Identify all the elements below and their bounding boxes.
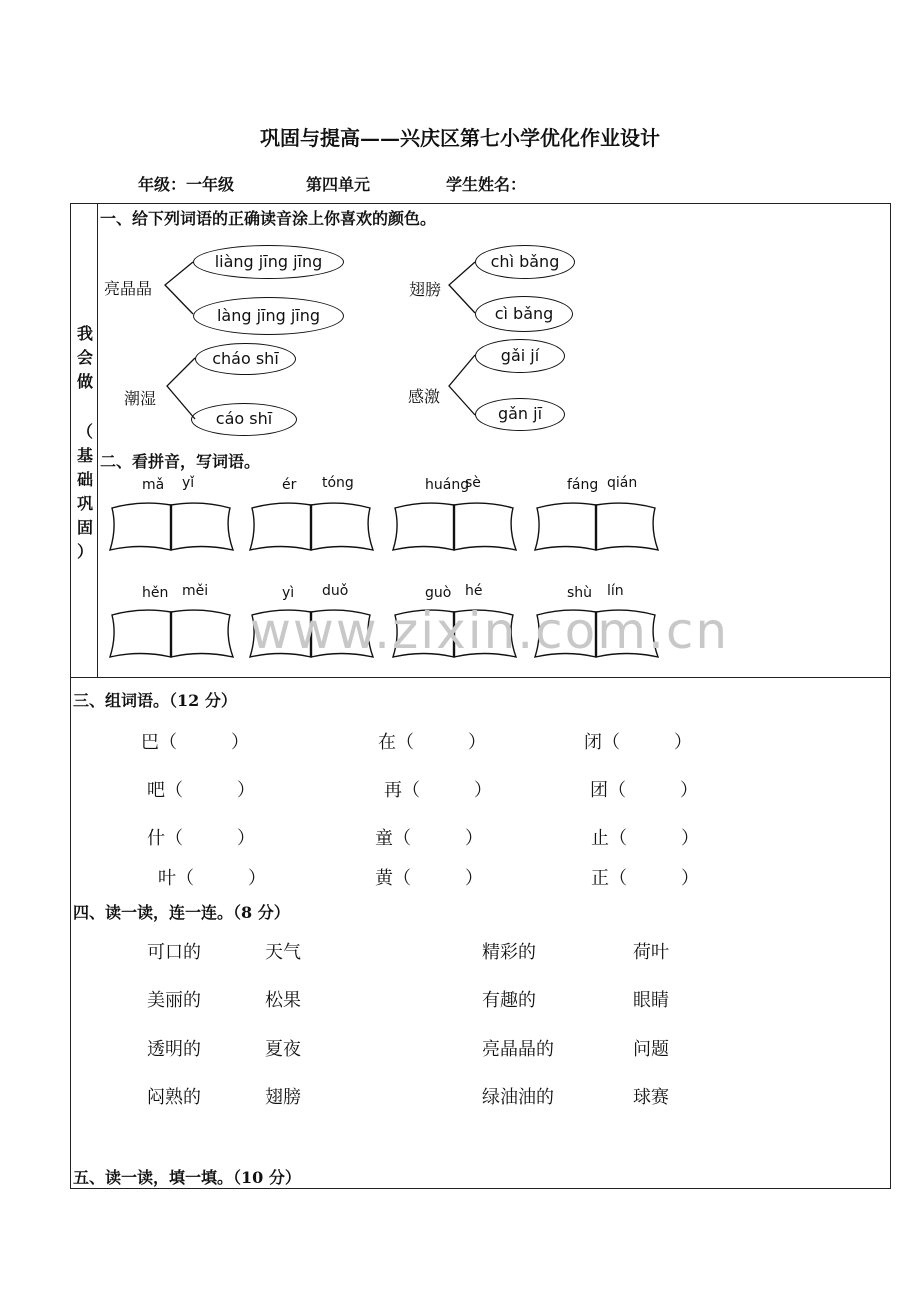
section5-heading: 五、读一读，填一填。（10 分） — [73, 1168, 301, 1187]
pinyin-syllable: shù — [567, 585, 593, 601]
matching-word[interactable]: 有趣的 — [482, 990, 536, 1011]
word-building-item[interactable]: 黄（ ） — [375, 868, 483, 889]
matching-word[interactable]: 可口的 — [147, 942, 201, 963]
pinyin-syllable: yì — [282, 585, 295, 601]
pinyin-syllable: yǐ — [182, 475, 195, 491]
side-char: 做 — [76, 372, 93, 391]
writing-box[interactable] — [533, 500, 663, 556]
writing-box[interactable] — [108, 500, 238, 556]
pinyin-option[interactable]: chì bǎng — [475, 245, 575, 279]
word-building-item[interactable]: 团（ ） — [590, 780, 698, 801]
matching-word[interactable]: 透明的 — [147, 1039, 201, 1060]
pinyin-option[interactable]: cì bǎng — [475, 296, 573, 332]
matching-word[interactable]: 翅膀 — [265, 1087, 301, 1108]
side-char: 会 — [76, 348, 93, 367]
word-building-item[interactable]: 童（ ） — [375, 828, 483, 849]
word-ganji: 感激 — [408, 387, 441, 406]
matching-word[interactable]: 美丽的 — [147, 990, 201, 1011]
word-chaoshi: 潮湿 — [124, 389, 157, 408]
word-building-item[interactable]: 再（ ） — [384, 780, 492, 801]
pinyin-option[interactable]: cáo shī — [191, 403, 297, 436]
student-name-label: 学生姓名： — [446, 175, 527, 194]
matching-word[interactable]: 松果 — [265, 990, 301, 1011]
matching-word[interactable]: 亮晶晶的 — [482, 1039, 554, 1060]
pinyin-syllable: fáng — [567, 477, 599, 493]
side-char: 巩 — [76, 494, 93, 513]
section-divider — [70, 677, 891, 678]
word-liangjingjing: 亮晶晶 — [104, 279, 153, 298]
pinyin-syllable: guò — [425, 585, 452, 601]
page-title: 巩固与提高——兴庆区第七小学优化作业设计 — [260, 126, 660, 150]
word-building-item[interactable]: 正（ ） — [591, 868, 699, 889]
pinyin-option[interactable]: làng jīng jīng — [193, 297, 344, 335]
word-building-item[interactable]: 闭（ ） — [584, 732, 692, 753]
writing-box[interactable] — [391, 500, 521, 556]
pinyin-option[interactable]: gǎi jí — [475, 339, 565, 373]
word-chibang: 翅膀 — [409, 280, 442, 299]
word-building-item[interactable]: 吧（ ） — [147, 780, 255, 801]
writing-box[interactable] — [108, 607, 238, 663]
table-border-bottom — [70, 1188, 891, 1189]
matching-word[interactable]: 绿油油的 — [482, 1087, 554, 1108]
pinyin-syllable: tóng — [322, 475, 354, 491]
matching-word[interactable]: 眼睛 — [633, 990, 669, 1011]
pinyin-syllable: měi — [182, 583, 209, 599]
unit-label: 第四单元 — [306, 175, 371, 194]
word-building-item[interactable]: 止（ ） — [591, 828, 699, 849]
word-building-item[interactable]: 巴（ ） — [141, 732, 249, 753]
section4-heading: 四、读一读，连一连。（8 分） — [73, 903, 290, 922]
matching-word[interactable]: 球赛 — [633, 1087, 669, 1108]
pinyin-option[interactable]: liàng jīng jīng — [193, 245, 344, 279]
watermark: www.zixin.com.cn — [250, 602, 730, 660]
pinyin-syllable: ér — [282, 477, 297, 493]
matching-word[interactable]: 精彩的 — [482, 942, 536, 963]
side-char: ） — [76, 542, 93, 561]
pinyin-syllable: sè — [465, 475, 481, 491]
pinyin-syllable: huáng — [425, 477, 470, 493]
word-building-item[interactable]: 叶（ ） — [158, 868, 266, 889]
pinyin-option[interactable]: cháo shī — [195, 343, 296, 375]
matching-word[interactable]: 问题 — [633, 1039, 669, 1060]
side-char: 固 — [76, 518, 93, 537]
pinyin-syllable: duǒ — [322, 583, 349, 599]
word-building-item[interactable]: 什（ ） — [147, 828, 255, 849]
side-char: 我 — [76, 324, 93, 343]
word-building-item[interactable]: 在（ ） — [378, 732, 486, 753]
pinyin-syllable: lín — [607, 583, 624, 599]
grade-label: 年级：一年级 — [138, 175, 235, 194]
side-char: （ — [76, 422, 93, 441]
writing-box[interactable] — [248, 500, 378, 556]
side-char: 础 — [76, 470, 93, 489]
matching-word[interactable]: 夏夜 — [265, 1039, 301, 1060]
section2-heading: 二、看拼音，写词语。 — [100, 452, 261, 471]
matching-word[interactable]: 天气 — [265, 942, 301, 963]
matching-word[interactable]: 荷叶 — [633, 942, 669, 963]
pinyin-syllable: hé — [465, 583, 483, 599]
pinyin-option[interactable]: gǎn jī — [475, 398, 565, 431]
pinyin-syllable: hěn — [142, 585, 169, 601]
matching-word[interactable]: 闷熟的 — [147, 1087, 201, 1108]
pinyin-syllable: qián — [607, 475, 638, 491]
section3-heading: 三、组词语。（12 分） — [73, 691, 237, 710]
side-char: 基 — [76, 446, 93, 465]
section1-heading: 一、给下列词语的正确读音涂上你喜欢的颜色。 — [100, 209, 437, 228]
pinyin-syllable: mǎ — [142, 477, 165, 493]
